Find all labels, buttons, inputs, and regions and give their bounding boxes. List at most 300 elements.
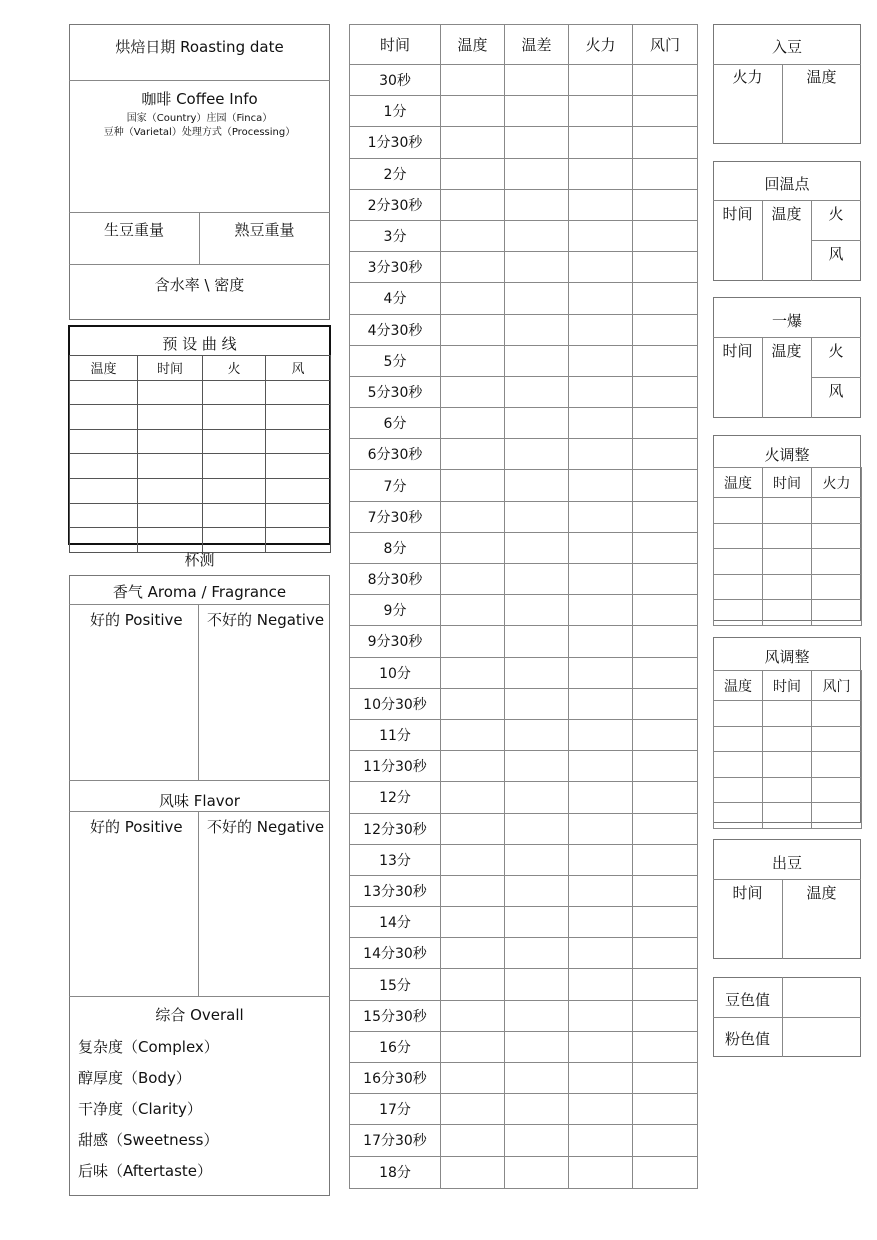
air-adjust-title: 风调整	[764, 648, 810, 666]
log-entry-cell[interactable]	[441, 96, 505, 127]
log-entry-cell[interactable]	[633, 470, 698, 501]
log-entry-cell[interactable]	[633, 1125, 698, 1156]
log-row	[350, 158, 698, 189]
log-entry-cell[interactable]	[505, 439, 569, 470]
log-header-delta: 温差	[505, 25, 569, 65]
log-entry-cell[interactable]	[633, 532, 698, 563]
fire-adjust-cell[interactable]	[763, 498, 812, 524]
turning-air-label: 风	[828, 245, 844, 263]
log-entry-cell[interactable]	[633, 96, 698, 127]
fire-adjust-cell[interactable]	[812, 498, 862, 524]
log-entry-cell[interactable]	[633, 252, 698, 283]
aroma-negative-label: 不好的 Negative	[207, 611, 325, 629]
air-adjust-cell[interactable]	[714, 777, 763, 803]
log-entry-cell[interactable]	[569, 1125, 633, 1156]
log-entry-cell[interactable]	[441, 345, 505, 376]
log-entry-cell[interactable]	[441, 875, 505, 906]
log-row	[350, 189, 698, 220]
log-entry-cell[interactable]	[569, 688, 633, 719]
log-entry-cell[interactable]	[569, 158, 633, 189]
log-entry-cell[interactable]	[569, 1000, 633, 1031]
first-crack-air-label: 风	[828, 382, 844, 400]
log-entry-cell[interactable]	[441, 470, 505, 501]
log-entry-cell[interactable]	[441, 907, 505, 938]
preset-cell[interactable]	[138, 429, 203, 454]
log-time-cell: 13分30秒	[350, 875, 441, 906]
log-header-fire: 火力	[569, 25, 633, 65]
log-time-cell: 5分30秒	[350, 376, 441, 407]
log-entry-cell[interactable]	[441, 564, 505, 595]
log-entry-cell[interactable]	[505, 501, 569, 532]
log-entry-cell[interactable]	[569, 65, 633, 96]
log-entry-cell[interactable]	[441, 1031, 505, 1062]
log-entry-cell[interactable]	[441, 532, 505, 563]
log-entry-cell[interactable]	[441, 220, 505, 251]
log-entry-cell[interactable]	[441, 501, 505, 532]
log-entry-cell[interactable]	[633, 158, 698, 189]
preset-cell[interactable]	[266, 454, 331, 479]
log-entry-cell[interactable]	[633, 719, 698, 750]
log-entry-cell[interactable]	[633, 875, 698, 906]
log-time-cell: 13分	[350, 844, 441, 875]
log-entry-cell[interactable]	[569, 408, 633, 439]
preset-row	[70, 405, 331, 430]
log-row	[350, 376, 698, 407]
preset-cell[interactable]	[203, 405, 266, 430]
fire-adjust-cell[interactable]	[714, 549, 763, 575]
bean-color-label: 豆色值	[724, 991, 770, 1009]
log-time-cell: 6分	[350, 408, 441, 439]
log-row	[350, 501, 698, 532]
fire-adjust-cell[interactable]	[714, 574, 763, 600]
log-entry-cell[interactable]	[505, 1063, 569, 1094]
log-entry-cell[interactable]	[505, 1125, 569, 1156]
preset-curve-title: 预 设 曲 线	[162, 335, 237, 353]
flavor-negative-label: 不好的 Negative	[207, 818, 325, 836]
log-entry-cell[interactable]	[505, 65, 569, 96]
preset-cell[interactable]	[70, 380, 138, 405]
log-time-cell: 8分30秒	[350, 564, 441, 595]
preset-cell[interactable]	[138, 380, 203, 405]
air-adjust-cell[interactable]	[812, 726, 862, 752]
preset-header-row	[70, 356, 331, 381]
preset-cell[interactable]	[266, 478, 331, 503]
log-entry-cell[interactable]	[441, 65, 505, 96]
log-entry-cell[interactable]	[441, 1156, 505, 1188]
log-entry-cell[interactable]	[569, 127, 633, 158]
preset-cell[interactable]	[266, 503, 331, 528]
overall-item-complex: 复杂度（Complex）	[78, 1038, 219, 1056]
first-crack-title: 一爆	[771, 312, 802, 330]
log-row	[350, 719, 698, 750]
log-entry-cell[interactable]	[633, 813, 698, 844]
log-entry-cell[interactable]	[633, 969, 698, 1000]
preset-cell[interactable]	[70, 429, 138, 454]
log-entry-cell[interactable]	[505, 1031, 569, 1062]
log-entry-cell[interactable]	[633, 938, 698, 969]
log-entry-cell[interactable]	[633, 844, 698, 875]
log-entry-cell[interactable]	[569, 314, 633, 345]
air-adjust-cell[interactable]	[763, 777, 812, 803]
log-entry-cell[interactable]	[633, 127, 698, 158]
roasting-date-label: 烘焙日期 Roasting date	[115, 38, 284, 56]
log-row	[350, 782, 698, 813]
log-time-cell: 11分30秒	[350, 751, 441, 782]
powder-color-label: 粉色值	[724, 1030, 770, 1048]
log-entry-cell[interactable]	[633, 595, 698, 626]
aroma-title: 香气 Aroma / Fragrance	[112, 583, 287, 601]
overall-item-aftertaste: 后味（Aftertaste）	[78, 1162, 213, 1180]
log-entry-cell[interactable]	[505, 1094, 569, 1125]
log-entry-cell[interactable]	[569, 345, 633, 376]
log-entry-cell[interactable]	[441, 1000, 505, 1031]
log-entry-cell[interactable]	[569, 751, 633, 782]
log-row	[350, 314, 698, 345]
fire-adjust-row	[714, 498, 862, 524]
log-entry-cell[interactable]	[569, 1156, 633, 1188]
log-entry-cell[interactable]	[505, 688, 569, 719]
log-entry-cell[interactable]	[505, 969, 569, 1000]
preset-cell[interactable]	[203, 429, 266, 454]
fire-adjust-header-fire: 火力	[812, 468, 862, 498]
log-entry-cell[interactable]	[633, 283, 698, 314]
log-entry-cell[interactable]	[505, 314, 569, 345]
fire-adjust-cell[interactable]	[812, 574, 862, 600]
preset-row	[70, 503, 331, 528]
log-entry-cell[interactable]	[569, 844, 633, 875]
coffee-info-sub2: 豆种（Varietal）处理方式（Processing）	[103, 127, 296, 138]
log-entry-cell[interactable]	[441, 189, 505, 220]
log-entry-cell[interactable]	[505, 1000, 569, 1031]
air-adjust-cell[interactable]	[763, 726, 812, 752]
log-entry-cell[interactable]	[633, 657, 698, 688]
log-entry-cell[interactable]	[441, 813, 505, 844]
log-time-cell: 9分30秒	[350, 626, 441, 657]
log-row	[350, 813, 698, 844]
green-weight-label: 生豆重量	[103, 221, 164, 239]
air-adjust-cell[interactable]	[714, 701, 763, 727]
log-entry-cell[interactable]	[505, 907, 569, 938]
log-row	[350, 969, 698, 1000]
log-entry-cell[interactable]	[633, 782, 698, 813]
preset-cell[interactable]	[266, 405, 331, 430]
log-entry-cell[interactable]	[505, 938, 569, 969]
preset-cell[interactable]	[203, 454, 266, 479]
log-entry-cell[interactable]	[505, 875, 569, 906]
log-time-cell: 18分	[350, 1156, 441, 1188]
log-time-cell: 14分30秒	[350, 938, 441, 969]
log-entry-cell[interactable]	[441, 688, 505, 719]
preset-cell[interactable]	[138, 454, 203, 479]
log-entry-cell[interactable]	[569, 595, 633, 626]
log-entry-cell[interactable]	[505, 345, 569, 376]
log-entry-cell[interactable]	[633, 1156, 698, 1188]
preset-cell[interactable]	[203, 380, 266, 405]
fire-adjust-cell[interactable]	[763, 549, 812, 575]
log-entry-cell[interactable]	[633, 376, 698, 407]
log-entry-cell[interactable]	[633, 626, 698, 657]
preset-cell[interactable]	[70, 503, 138, 528]
air-adjust-row	[714, 777, 862, 803]
preset-cell[interactable]	[70, 478, 138, 503]
log-entry-cell[interactable]	[505, 96, 569, 127]
air-adjust-row	[714, 803, 862, 829]
log-entry-cell[interactable]	[569, 220, 633, 251]
log-entry-cell[interactable]	[441, 844, 505, 875]
air-adjust-cell[interactable]	[812, 752, 862, 778]
air-adjust-cell[interactable]	[714, 803, 763, 829]
preset-header-cell: 火	[203, 356, 266, 381]
air-adjust-cell[interactable]	[763, 752, 812, 778]
log-row	[350, 688, 698, 719]
air-adjust-header-air: 风门	[812, 671, 862, 701]
log-entry-cell[interactable]	[441, 314, 505, 345]
log-entry-cell[interactable]	[569, 1094, 633, 1125]
log-time-cell: 8分	[350, 532, 441, 563]
log-row	[350, 470, 698, 501]
log-time-cell: 10分	[350, 657, 441, 688]
log-time-cell: 2分30秒	[350, 189, 441, 220]
log-entry-cell[interactable]	[505, 626, 569, 657]
log-entry-cell[interactable]	[441, 158, 505, 189]
log-entry-cell[interactable]	[569, 813, 633, 844]
log-entry-cell[interactable]	[441, 408, 505, 439]
log-entry-cell[interactable]	[441, 127, 505, 158]
log-row	[350, 345, 698, 376]
air-adjust-row	[714, 752, 862, 778]
log-row	[350, 127, 698, 158]
preset-cell[interactable]	[70, 454, 138, 479]
log-row	[350, 1063, 698, 1094]
log-entry-cell[interactable]	[441, 657, 505, 688]
log-row	[350, 408, 698, 439]
log-entry-cell[interactable]	[505, 595, 569, 626]
fire-adjust-cell[interactable]	[812, 549, 862, 575]
log-time-cell: 15分	[350, 969, 441, 1000]
log-entry-cell[interactable]	[633, 1031, 698, 1062]
fire-adjust-cell[interactable]	[714, 523, 763, 549]
log-entry-cell[interactable]	[441, 751, 505, 782]
log-entry-cell[interactable]	[569, 1031, 633, 1062]
log-row	[350, 439, 698, 470]
log-entry-cell[interactable]	[633, 907, 698, 938]
log-entry-cell[interactable]	[441, 719, 505, 750]
log-entry-cell[interactable]	[569, 938, 633, 969]
log-time-cell: 17分	[350, 1094, 441, 1125]
log-time-cell: 7分	[350, 470, 441, 501]
log-header-air: 风门	[633, 25, 698, 65]
overall-item-clarity: 干净度（Clarity）	[78, 1100, 202, 1118]
overall-item-body: 醇厚度（Body）	[78, 1069, 191, 1087]
log-entry-cell[interactable]	[441, 252, 505, 283]
air-adjust-cell[interactable]	[812, 777, 862, 803]
first-crack-fire-label: 火	[828, 342, 844, 360]
log-entry-cell[interactable]	[505, 220, 569, 251]
air-adjust-cell[interactable]	[763, 803, 812, 829]
first-crack-time-label: 时间	[722, 342, 753, 360]
log-time-cell: 3分30秒	[350, 252, 441, 283]
air-adjust-cell[interactable]	[812, 701, 862, 727]
log-entry-cell[interactable]	[633, 314, 698, 345]
log-entry-cell[interactable]	[569, 907, 633, 938]
log-entry-cell[interactable]	[633, 1094, 698, 1125]
log-row	[350, 532, 698, 563]
log-entry-cell[interactable]	[569, 969, 633, 1000]
log-row	[350, 96, 698, 127]
coffee-info-label: 咖啡 Coffee Info	[141, 90, 258, 108]
coffee-info-sub1: 国家（Country）庄园（Finca）	[126, 113, 273, 124]
log-entry-cell[interactable]	[441, 439, 505, 470]
log-entry-cell[interactable]	[569, 1063, 633, 1094]
aroma-positive-label: 好的 Positive	[90, 611, 183, 629]
overall-item-sweetness: 甜感（Sweetness）	[78, 1131, 219, 1149]
preset-cell[interactable]	[266, 380, 331, 405]
log-row	[350, 65, 698, 96]
log-time-cell: 7分30秒	[350, 501, 441, 532]
log-entry-cell[interactable]	[569, 657, 633, 688]
log-entry-cell[interactable]	[505, 1156, 569, 1188]
air-adjust-cell[interactable]	[763, 701, 812, 727]
log-entry-cell[interactable]	[441, 283, 505, 314]
log-entry-cell[interactable]	[505, 252, 569, 283]
log-row	[350, 220, 698, 251]
log-time-cell: 16分	[350, 1031, 441, 1062]
log-entry-cell[interactable]	[569, 376, 633, 407]
log-entry-cell[interactable]	[633, 220, 698, 251]
air-adjust-cell[interactable]	[714, 726, 763, 752]
fire-adjust-cell[interactable]	[714, 498, 763, 524]
air-adjust-row	[714, 726, 862, 752]
log-entry-cell[interactable]	[441, 626, 505, 657]
log-row	[350, 907, 698, 938]
preset-cell[interactable]	[70, 405, 138, 430]
log-time-cell: 4分30秒	[350, 314, 441, 345]
log-entry-cell[interactable]	[569, 564, 633, 595]
log-entry-cell[interactable]	[633, 1000, 698, 1031]
log-entry-cell[interactable]	[441, 938, 505, 969]
log-entry-cell[interactable]	[505, 470, 569, 501]
roasted-weight-label: 熟豆重量	[234, 221, 295, 239]
preset-cell[interactable]	[138, 478, 203, 503]
fire-adjust-row	[714, 549, 862, 575]
log-entry-cell[interactable]	[441, 782, 505, 813]
log-entry-cell[interactable]	[505, 127, 569, 158]
log-entry-cell[interactable]	[441, 1063, 505, 1094]
preset-cell[interactable]	[203, 478, 266, 503]
log-row	[350, 751, 698, 782]
preset-cell[interactable]	[138, 405, 203, 430]
log-entry-cell[interactable]	[505, 283, 569, 314]
fire-adjust-cell[interactable]	[763, 574, 812, 600]
log-entry-cell[interactable]	[633, 1063, 698, 1094]
log-entry-cell[interactable]	[505, 376, 569, 407]
air-adjust-cell[interactable]	[812, 803, 862, 829]
log-entry-cell[interactable]	[505, 719, 569, 750]
air-adjust-cell[interactable]	[714, 752, 763, 778]
log-entry-cell[interactable]	[569, 532, 633, 563]
log-entry-cell[interactable]	[505, 657, 569, 688]
log-entry-cell[interactable]	[569, 96, 633, 127]
fire-adjust-table	[713, 467, 862, 626]
log-time-cell: 10分30秒	[350, 688, 441, 719]
log-entry-cell[interactable]	[633, 345, 698, 376]
preset-cell[interactable]	[138, 503, 203, 528]
log-time-cell: 2分	[350, 158, 441, 189]
turning-time-label: 时间	[722, 205, 753, 223]
fire-adjust-cell[interactable]	[812, 600, 862, 626]
log-entry-cell[interactable]	[505, 408, 569, 439]
log-entry-cell[interactable]	[441, 1094, 505, 1125]
air-adjust-header-time: 时间	[763, 671, 812, 701]
drop-title: 出豆	[771, 854, 802, 872]
fire-adjust-row	[714, 600, 862, 626]
log-entry-cell[interactable]	[569, 439, 633, 470]
log-entry-cell[interactable]	[569, 501, 633, 532]
log-entry-cell[interactable]	[633, 501, 698, 532]
log-row	[350, 595, 698, 626]
log-entry-cell[interactable]	[441, 595, 505, 626]
log-time-cell: 12分30秒	[350, 813, 441, 844]
log-entry-cell[interactable]	[633, 189, 698, 220]
fire-adjust-cell[interactable]	[763, 523, 812, 549]
log-entry-cell[interactable]	[569, 626, 633, 657]
preset-row	[70, 478, 331, 503]
log-entry-cell[interactable]	[633, 439, 698, 470]
log-entry-cell[interactable]	[441, 1125, 505, 1156]
log-row	[350, 1125, 698, 1156]
log-entry-cell[interactable]	[633, 751, 698, 782]
log-entry-cell[interactable]	[505, 189, 569, 220]
log-time-cell: 4分	[350, 283, 441, 314]
log-entry-cell[interactable]	[505, 564, 569, 595]
log-entry-cell[interactable]	[505, 751, 569, 782]
log-time-cell: 5分	[350, 345, 441, 376]
log-entry-cell[interactable]	[569, 189, 633, 220]
fire-adjust-header-time: 时间	[763, 468, 812, 498]
log-entry-cell[interactable]	[505, 158, 569, 189]
log-entry-cell[interactable]	[569, 283, 633, 314]
log-entry-cell[interactable]	[569, 252, 633, 283]
log-entry-cell[interactable]	[505, 782, 569, 813]
preset-row	[70, 454, 331, 479]
log-time-cell: 12分	[350, 782, 441, 813]
log-entry-cell[interactable]	[633, 564, 698, 595]
log-entry-cell[interactable]	[633, 688, 698, 719]
log-row	[350, 657, 698, 688]
log-entry-cell[interactable]	[505, 844, 569, 875]
fire-adjust-cell[interactable]	[812, 523, 862, 549]
roast-log-table	[349, 24, 698, 1189]
log-row	[350, 1031, 698, 1062]
log-entry-cell[interactable]	[569, 470, 633, 501]
preset-header-cell: 时间	[138, 356, 203, 381]
log-entry-cell[interactable]	[633, 65, 698, 96]
fire-adjust-cell[interactable]	[714, 600, 763, 626]
log-entry-cell[interactable]	[569, 719, 633, 750]
log-entry-cell[interactable]	[569, 875, 633, 906]
preset-row	[70, 380, 331, 405]
log-entry-cell[interactable]	[505, 532, 569, 563]
preset-cell[interactable]	[266, 429, 331, 454]
fire-adjust-cell[interactable]	[763, 600, 812, 626]
preset-cell[interactable]	[203, 503, 266, 528]
turning-point-title: 回温点	[764, 175, 810, 193]
log-entry-cell[interactable]	[505, 813, 569, 844]
log-entry-cell[interactable]	[633, 408, 698, 439]
log-entry-cell[interactable]	[441, 376, 505, 407]
log-entry-cell[interactable]	[569, 782, 633, 813]
log-entry-cell[interactable]	[441, 969, 505, 1000]
